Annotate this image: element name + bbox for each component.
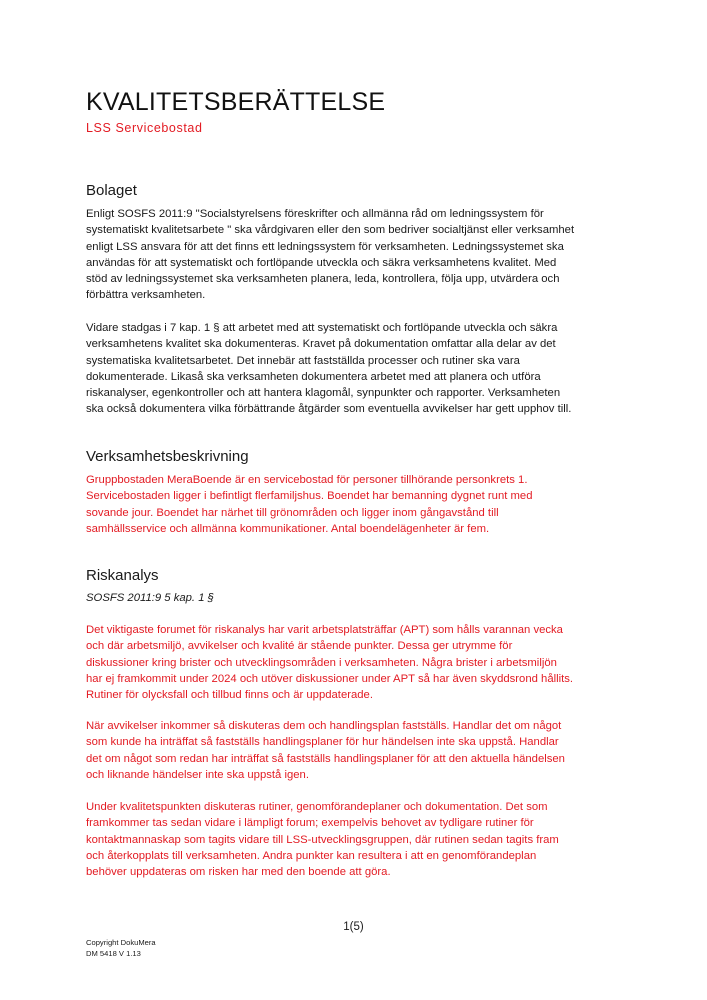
paragraph-line: stöd av ledningssystemet ska verksamheten planera, leda, kontrollera, följa upp, utvärdera och xyxy=(86,273,560,286)
paragraph-line: riskanalyser, egenkontroller och att hantera klagomål, synpunkter och rapporter. Verksamheten xyxy=(86,387,561,400)
paragraph-line: dokumenterade. Likaså ska verksamheten dokumentera arbetet med att planera och utföra xyxy=(86,370,541,383)
paragraph-line: och liknande händelser inte ska uppstå igen. xyxy=(86,768,309,781)
paragraph-line: Det viktigaste forumet för riskanalys har varit arbetsplatsträffar (APT) som hålls varannan vecka xyxy=(86,624,563,636)
paragraph-line: samhällsservice och allmänna kommunikationer. Antal boendelägenheter är fem. xyxy=(86,522,490,535)
paragraph-line: diskussioner kring brister och utvecklingsområden i verksamheten. Några brister i arbetsmiljön xyxy=(86,656,557,669)
paragraph-line: Servicebostaden ligger i befintligt flerfamiljshus. Boendet har bemanning dygnet runt med xyxy=(86,490,533,503)
section-heading-riskanalys: Riskanalys xyxy=(86,567,159,584)
paragraph-line: verksamhetens kvalitet ska dokumenteras. Kravet på dokumentation omfattar alla delar av det xyxy=(86,338,556,351)
paragraph-line: När avvikelser inkommer så diskuteras dem och handlingsplan fastställs. Handlar det om något xyxy=(86,720,562,732)
paragraph-line: har ej framkommit under 2024 och utöver diskussioner under APT så har även skyddsrond hållits. xyxy=(86,672,574,685)
paragraph-line: användas för att systematiskt och fortlöpande utveckla och säkra verksamhetens kvalitet. Med xyxy=(86,256,557,269)
paragraph-line: det om något som redan har inträffat så fastställs handlingsplaner för att den aktuella händelsen xyxy=(86,752,565,765)
paragraph-line: och där arbetsmiljö, avvikelser och kvalité är stående punkter. Dessa ger utrymme för xyxy=(86,640,513,653)
paragraph-line: och återkopplats till verksamheten. Andra punkter kan resultera i att en genomförandeplan xyxy=(86,849,537,862)
bolaget-paragraph-1 xyxy=(86,206,631,304)
footer-doc-id: DM 5418 V 1.13 xyxy=(86,949,141,958)
paragraph-line: Under kvalitetspunkten diskuteras rutiner, genomförandeplaner och dokumentation. Det som xyxy=(86,801,548,813)
paragraph-line: enligt LSS ansvara för att det finns ett ledningssystem för verksamheten. Ledningssystemet ska xyxy=(86,240,564,253)
paragraph-line: framkommer tas sedan vidare i lämpligt forum; exempelvis behovet av tydligare rutiner för xyxy=(86,817,534,830)
document-title: KVALITETSBERÄTTELSE xyxy=(86,88,386,116)
paragraph-line: behöver uppdateras om risken har med den boende att göra. xyxy=(86,866,391,879)
page-number: 1(5) xyxy=(343,921,364,933)
footer-copyright: Copyright DokuMera xyxy=(86,938,156,947)
paragraph-line: kontaktmannaskap som tagits vidare till LSS-utvecklingsgruppen, där rutinen sedan tagits fram xyxy=(86,833,559,846)
riskanalys-paragraph-2 xyxy=(86,718,631,783)
verksamhet-paragraph xyxy=(86,472,631,537)
paragraph-line: Enligt SOSFS 2011:9 "Socialstyrelsens föreskrifter och allmänna råd om ledningssystem för xyxy=(86,208,544,220)
riskanalys-paragraph-1 xyxy=(86,622,631,703)
riskanalys-reference: SOSFS 2011:9 5 kap. 1 § xyxy=(86,592,214,604)
riskanalys-paragraph-3 xyxy=(86,799,631,880)
section-heading-verksamhetsbeskrivning: Verksamhetsbeskrivning xyxy=(86,448,249,465)
paragraph-line: som kunde ha inträffat så fastställs handlingsplaner för hur händelsen inte ska uppstå. Handlar xyxy=(86,736,559,749)
paragraph-line: sovande jour. Boendet har närhet till grönområden och ligger inom gångavstånd till xyxy=(86,506,499,519)
document-subtitle: LSS Servicebostad xyxy=(86,121,203,135)
paragraph-line: Vidare stadgas i 7 kap. 1 § att arbetet med att systematiskt och fortlöpande utveckla och säkra xyxy=(86,322,558,334)
paragraph-line: systematiskt kvalitetsarbete " ska vårdgivaren eller den som bedriver socialtjänst eller verksamhet xyxy=(86,224,575,237)
paragraph-line: Rutiner för olycksfall och tillbud finns och är uppdaterade. xyxy=(86,689,373,702)
paragraph-line: Gruppbostaden MeraBoende är en servicebostad för personer tillhörande personkrets 1. xyxy=(86,474,528,486)
footer xyxy=(86,937,156,959)
section-heading-bolaget: Bolaget xyxy=(86,182,137,199)
paragraph-line: förbättra verksamheten. xyxy=(86,289,206,302)
paragraph-line: ska också dokumentera vilka förbättrande åtgärder som eventuella avvikelser har gett upphov till. xyxy=(86,403,572,416)
paragraph-line: systematiska kvalitetsarbetet. Det innebär att fastställda processer och rutiner ska vara xyxy=(86,354,520,367)
bolaget-paragraph-2 xyxy=(86,320,631,418)
